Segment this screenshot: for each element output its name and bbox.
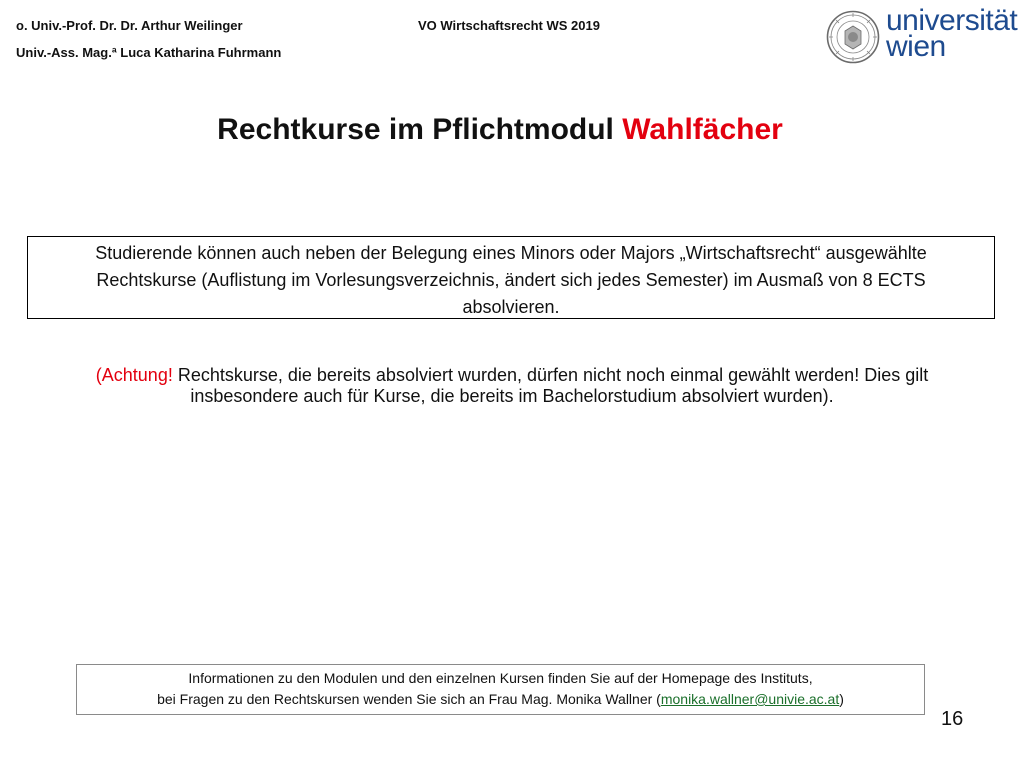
main-text-line-3: absolvieren. (462, 297, 560, 317)
title-accent: Wahlfächer (622, 113, 783, 146)
logo-line-2: wien (886, 30, 946, 63)
main-text-line-2: Rechtskurse (Auflistung im Vorlesungsverzeichnis, ändert sich jedes Semester) im Ausmaß von 8 ECTS (96, 270, 926, 290)
info-line-1: Informationen zu den Modulen und den einzelnen Kursen finden Sie auf der Homepage des Instituts, (188, 670, 813, 686)
warning-note (20, 365, 1004, 407)
note-line-2: insbesondere auch für Kurse, die bereits im Bachelorstudium absolviert wurden). (190, 386, 834, 406)
main-text-box (27, 236, 995, 319)
info-line-2 (77, 689, 924, 710)
note-line-1-text: Rechtskurse, die bereits absolviert wurden, dürfen nicht noch einmal gewählt werden! Dies gilt (172, 365, 929, 385)
university-logo (826, 4, 1018, 66)
logo-wordmark (886, 4, 1018, 63)
note-line-1 (20, 365, 1004, 386)
note-warning-prefix: (Achtung! (95, 365, 173, 385)
info-line-2-suffix: ) (839, 691, 844, 707)
assistant-name: Univ.-Ass. Mag.ª Luca Katharina Fuhrmann (16, 45, 282, 60)
author-name: o. Univ.-Prof. Dr. Dr. Arthur Weilinger (16, 18, 243, 33)
main-text-line-1: Studierende können auch neben der Belegung eines Minors oder Majors „Wirtschaftsrecht“ ausgewählte (95, 243, 927, 263)
title-main: Rechtkurse im Pflichtmodul (217, 113, 623, 146)
course-title: VO Wirtschaftsrecht WS 2019 (418, 18, 600, 33)
university-seal-icon (826, 10, 880, 64)
page-title (0, 112, 1000, 148)
info-line-2-prefix: bei Fragen zu den Rechtskursen wenden Sie sich an Frau Mag. Monika Wallner ( (157, 691, 661, 707)
info-box (76, 664, 925, 715)
page-number: 16 (941, 708, 964, 730)
logo-line-1: universität (886, 4, 1018, 37)
email-link[interactable]: monika.wallner@univie.ac.at (660, 691, 840, 707)
